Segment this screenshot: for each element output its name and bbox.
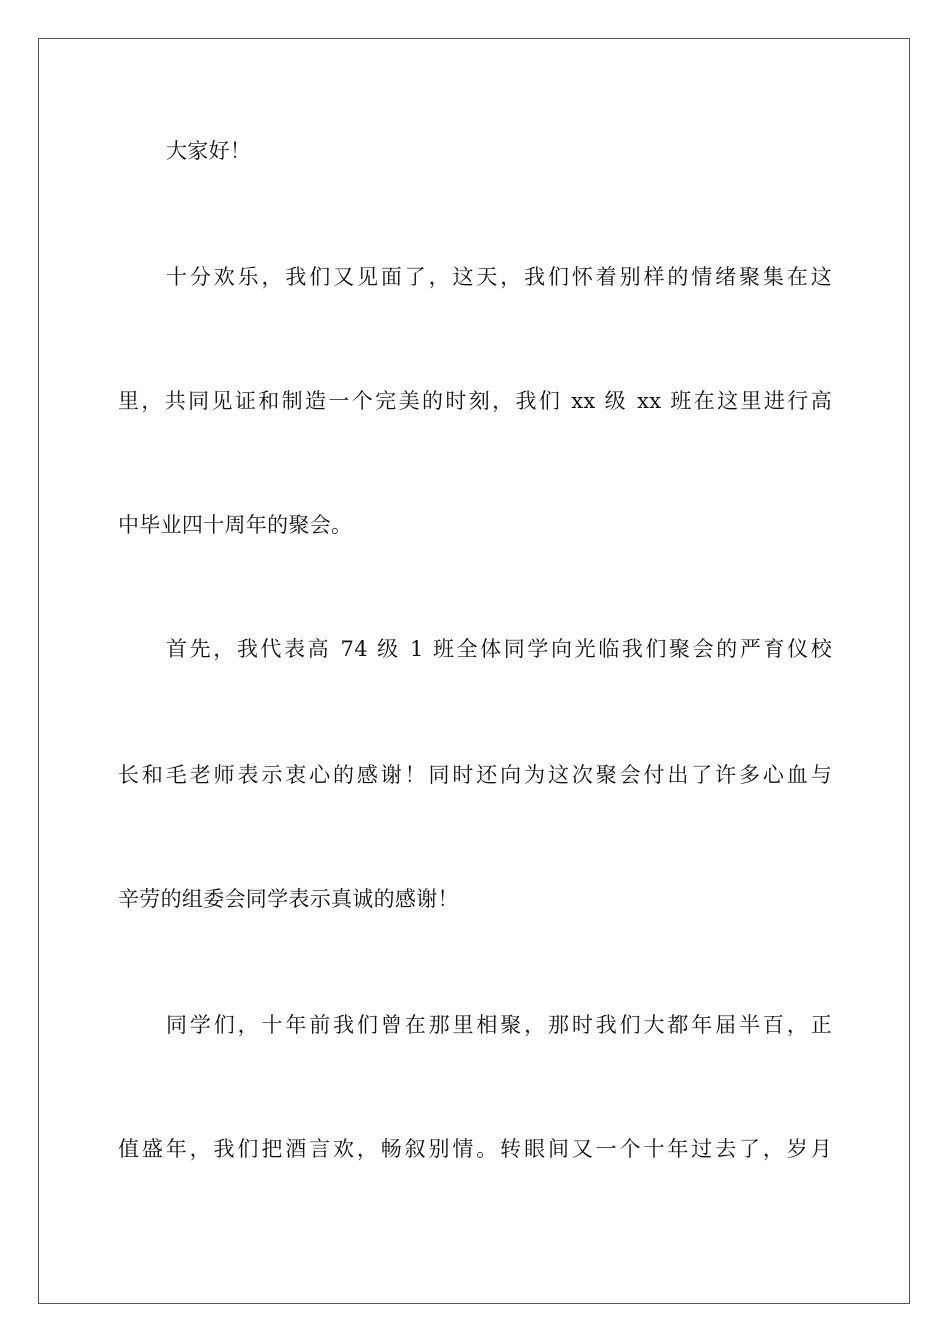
text-line: 长和毛老师表示衷心的感谢！同时还向为这次聚会付出了许多心血与: [118, 763, 832, 787]
text-line: 十分欢乐，我们又见面了，这天，我们怀着别样的情绪聚集在这: [166, 265, 832, 289]
page-frame: [38, 38, 910, 1304]
text-line: 辛劳的组委会同学表示真诚的感谢！: [118, 887, 459, 911]
text-line: 中毕业四十周年的聚会。: [118, 513, 353, 537]
text-line-greeting: 大家好！: [166, 139, 252, 163]
text-line: 值盛年，我们把酒言欢，畅叙别情。转眼间又一个十年过去了，岁月: [118, 1137, 832, 1161]
text-line: 首先，我代表高 74 级 1 班全体同学向光临我们聚会的严育仪校: [166, 637, 832, 661]
text-line: 同学们，十年前我们曾在那里相聚，那时我们大都年届半百，正: [166, 1013, 832, 1037]
text-line: 里，共同见证和制造一个完美的时刻，我们 xx 级 xx 班在这里进行高: [118, 389, 832, 413]
